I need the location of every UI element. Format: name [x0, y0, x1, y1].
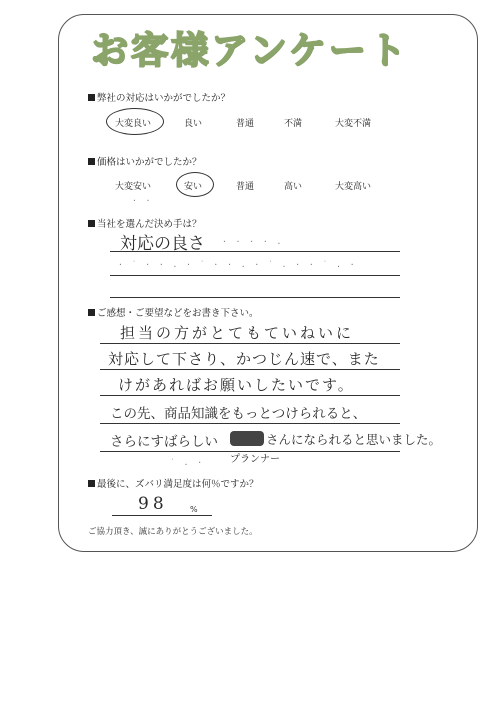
scribble-mark: · · · · . [222, 237, 284, 246]
q1-selected-circle [106, 108, 164, 135]
question-1 [88, 90, 230, 104]
bullet-square-icon [88, 480, 95, 487]
answer-line [100, 369, 400, 370]
q2-option-normal: 普通 [235, 182, 255, 192]
answer-line [100, 343, 400, 344]
q1-option-very-dissatisfied: 大変不満 [334, 119, 372, 129]
q1-option-dissatisfied: 不満 [283, 119, 303, 129]
q2-option-cheap: 安い [183, 182, 203, 192]
q2-option-very-cheap: 大変安い [114, 182, 152, 192]
q2-option-very-expensive: 大変高い [334, 182, 372, 192]
question-3-label: 当社を選んだ決め手は？ [97, 219, 202, 230]
bullet-square-icon [88, 158, 95, 165]
question-4-label: ご感想・ご要望などをお書き下さい。 [97, 308, 259, 319]
redacted-name [230, 431, 264, 446]
q1-option-good: 良い [183, 119, 203, 129]
scribble-mark: · ˙ · · . · ˙ · · . · ˙ . · · ˙ . · [118, 260, 357, 269]
percent-answer-line [112, 515, 212, 516]
bullet-square-icon [88, 94, 95, 101]
q5-answer-handwriting: 98 [138, 494, 168, 514]
q4-line-3: けがあればお願いしたいです。 [118, 376, 355, 394]
bullet-square-icon [88, 309, 95, 316]
q4-line-1: 担当の方がとてもていねいに [120, 324, 355, 342]
q4-line-4: この先、商品知識をもっとつけられると、 [110, 406, 367, 422]
q1-option-very-good: 大変良い [114, 119, 152, 129]
q2-option-expensive: 高い [283, 182, 303, 192]
question-3 [88, 216, 202, 230]
bullet-square-icon [88, 220, 95, 227]
q3-answer-handwriting: 対応の良さ [120, 234, 205, 254]
q4-note-handwriting: プランナー [230, 454, 280, 465]
q4-line-5: さらにすばらしい [110, 434, 218, 450]
q4-line-2: 対応して下さり、かつじん速で、また [108, 350, 380, 368]
question-1-label: 弊社の対応はいかがでしたか？ [97, 93, 231, 104]
answer-line [110, 251, 400, 252]
percent-unit: % [190, 505, 198, 514]
answer-line [110, 297, 400, 298]
q4-line-6: さんになられると思いました。 [266, 432, 442, 447]
scribble-mark: · · [132, 196, 153, 205]
answer-line [110, 275, 400, 276]
question-5-label: 最後に、ズバリ満足度は何％ですか？ [97, 479, 259, 490]
question-2-label: 価格はいかがでしたか？ [97, 157, 202, 168]
scribble-mark: ˙ . · [170, 458, 205, 467]
question-2 [88, 154, 202, 168]
survey-title: お客様アンケート [91, 29, 409, 72]
question-5 [88, 476, 259, 490]
answer-line [100, 423, 400, 424]
q2-selected-circle [176, 172, 214, 197]
answer-line [100, 395, 400, 396]
question-4 [88, 305, 259, 319]
footer-thanks: ご協力頂き、誠にありがとうございました。 [88, 527, 258, 537]
q1-option-normal: 普通 [235, 119, 255, 129]
